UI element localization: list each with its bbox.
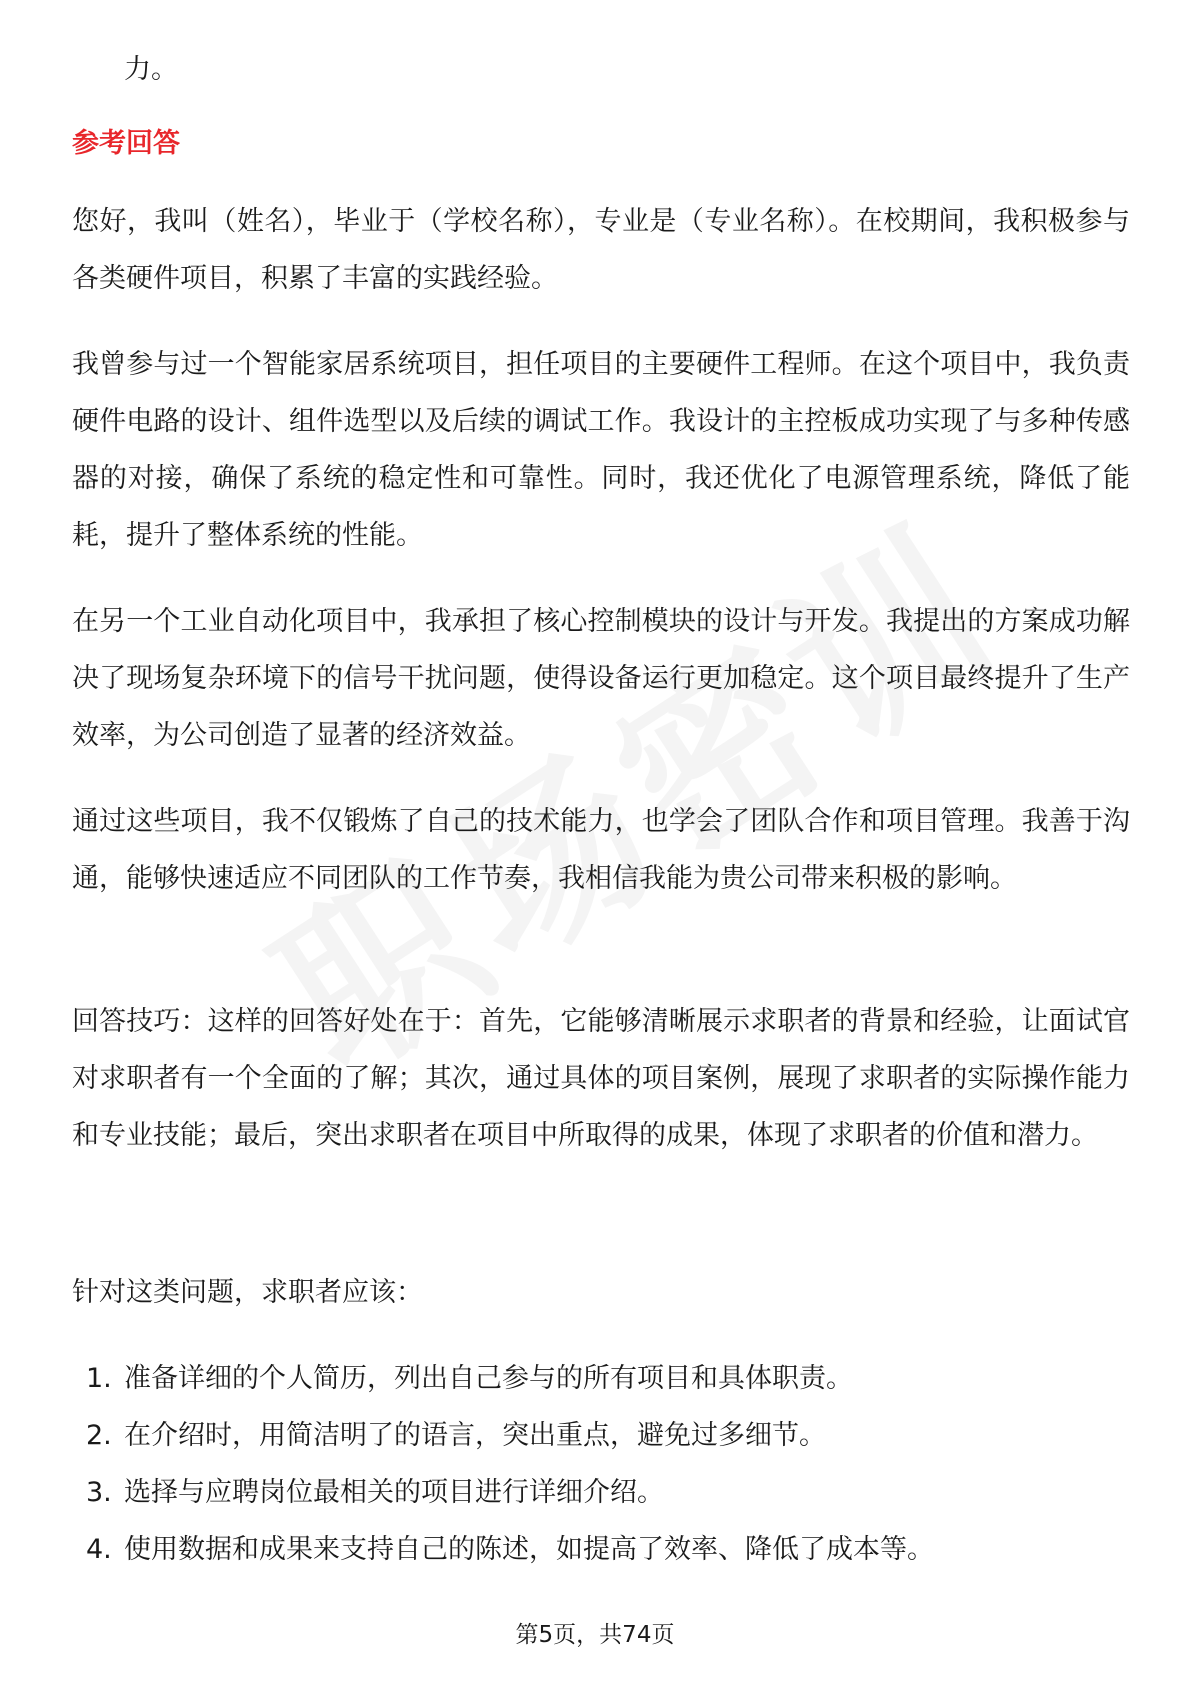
list-item-number: 1. bbox=[86, 1363, 112, 1394]
paragraph-industrial-project: 在另一个工业自动化项目中，我承担了核心控制模块的设计与开发。我提出的方案成功解决了现场复杂环境下的信号干扰问题，使得设备运行更加稳定。这个项目最终提升了生产效率，为公司创造了显著的经济效益。 bbox=[72, 606, 1130, 751]
list-item-number: 3. bbox=[86, 1477, 112, 1508]
list-item bbox=[72, 1350, 1130, 1407]
paragraph-smart-home-project: 我曾参与过一个智能家居系统项目，担任项目的主要硬件工程师。在这个项目中，我负责硬件电路的设计、组件选型以及后续的调试工作。我设计的主控板成功实现了与多种传感器的对接，确保了系统的稳定性和可靠性。同时，我还优化了电源管理系统，降低了能耗，提升了整体系统的性能。 bbox=[72, 349, 1130, 551]
list-item-text: 使用数据和成果来支持自己的陈述，如提高了效率、降低了成本等。 bbox=[124, 1534, 934, 1565]
list-item bbox=[72, 1407, 1130, 1464]
paragraph-summary: 通过这些项目，我不仅锻炼了自己的技术能力，也学会了团队合作和项目管理。我善于沟通，能够快速适应不同团队的工作节奏，我相信我能为贵公司带来积极的影响。 bbox=[72, 806, 1130, 894]
advice-list bbox=[72, 1350, 1130, 1578]
list-item-number: 4. bbox=[86, 1534, 112, 1565]
list-item-text: 准备详细的个人简历，列出自己参与的所有项目和具体职责。 bbox=[124, 1363, 853, 1394]
paragraph-answer-tips: 回答技巧：这样的回答好处在于：首先，它能够清晰展示求职者的背景和经验，让面试官对求职者有一个全面的了解；其次，通过具体的项目案例，展现了求职者的实际操作能力和专业技能；最后，突出求职者在项目中所取得的成果，体现了求职者的价值和潜力。 bbox=[72, 1006, 1130, 1151]
list-item-text: 在介绍时，用简洁明了的语言，突出重点，避免过多细节。 bbox=[124, 1420, 826, 1451]
page-number-footer: 第5页，共74页 bbox=[515, 1622, 675, 1648]
paragraph-intro: 您好，我叫（姓名），毕业于（学校名称），专业是（专业名称）。在校期间，我积极参与各类硬件项目，积累了丰富的实践经验。 bbox=[72, 206, 1130, 294]
list-item bbox=[72, 1521, 1130, 1578]
reference-answer-heading: 参考回答 bbox=[72, 128, 180, 159]
continuation-text: 力。 bbox=[124, 54, 178, 85]
list-item-number: 2. bbox=[86, 1420, 112, 1451]
list-item bbox=[72, 1464, 1130, 1521]
list-item-text: 选择与应聘岗位最相关的项目进行详细介绍。 bbox=[124, 1477, 664, 1508]
paragraph-advice-intro: 针对这类问题，求职者应该： bbox=[72, 1277, 423, 1308]
